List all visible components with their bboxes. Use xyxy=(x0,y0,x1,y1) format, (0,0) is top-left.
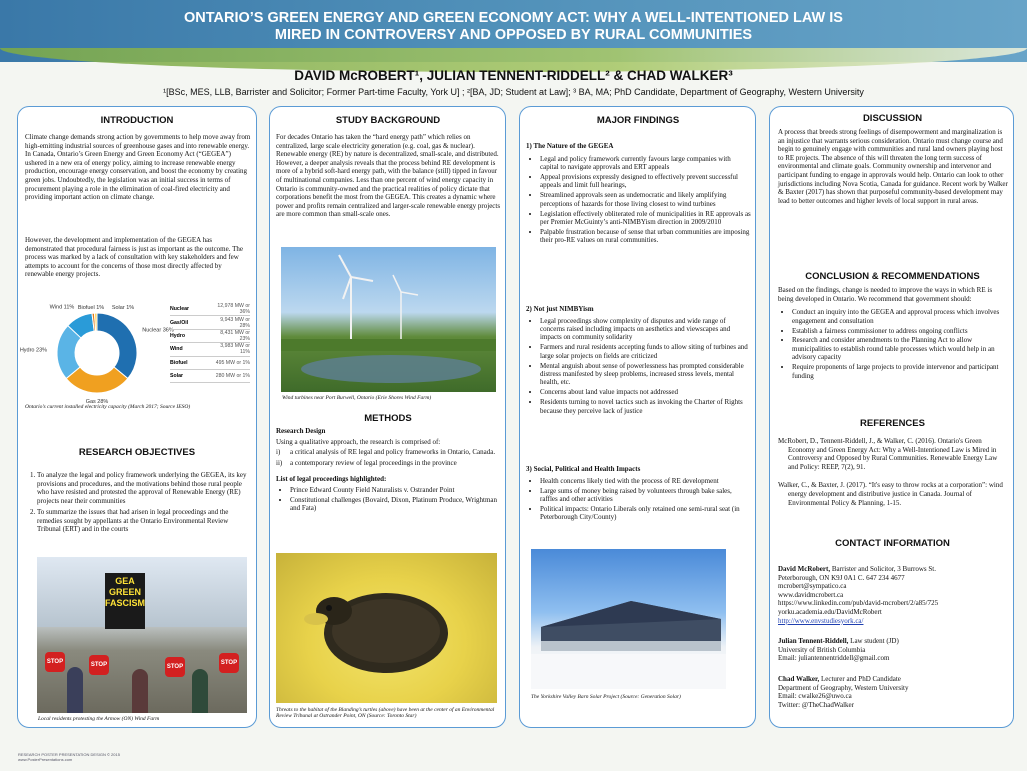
finding-item: • Political impacts: Ontario Liberals only retained one semi-rural seat (in Peterborough City/County) xyxy=(540,505,751,522)
stop-sign: STOP xyxy=(219,653,239,673)
methods-intro: Using a qualitative approach, the research is comprised of: xyxy=(276,437,441,446)
slice-label: Gas 28% xyxy=(85,399,109,405)
contact-email[interactable]: Email: juliantennentriddell@gmail.com xyxy=(778,654,890,663)
finding-item: • Legislation effectively obliterated role of municipalities in RE approvals as per Premier McGuinty’s anti-NIMBYism direction in 2009/2010 xyxy=(540,210,751,227)
finding-item: • Residents turning to novel tactics such as invoking the Charter of Rights because they perceive lack of justice xyxy=(540,398,751,415)
findings-section-2-list xyxy=(526,317,751,415)
stop-sign: STOP xyxy=(45,652,65,672)
objectives-heading: RESEARCH OBJECTIVES xyxy=(78,447,196,458)
solar-photo-caption: The Yorkshire Valley Barn Solar Project (Source: Generation Solar) xyxy=(531,694,681,700)
protest-sign: GEA GREEN FASCISM xyxy=(105,573,145,629)
contact-line: Barrister and Solicitor, 3 Burrows St. xyxy=(830,565,936,573)
chart-legend-table xyxy=(170,303,250,383)
slice-label: Solar 1% xyxy=(111,305,135,311)
proceedings-list xyxy=(276,486,502,513)
conclusion-intro: Based on the findings, change is needed to improve the ways in which RE is being developed in Ontario. We recommend that government should: xyxy=(778,286,993,303)
column-major-findings xyxy=(519,106,756,728)
legend-row xyxy=(170,330,250,343)
turtle-photo xyxy=(276,553,497,703)
capacity-chart xyxy=(19,297,250,405)
legend-value: 8,431 MW or 23% xyxy=(220,329,250,342)
slice-label: Hydro 23% xyxy=(19,347,48,354)
column-study-background xyxy=(269,106,506,728)
conclusion-heading: CONCLUSION & RECOMMENDATIONS xyxy=(805,271,980,282)
contact-line: Lecturer and PhD Candidate xyxy=(819,674,901,683)
finding-item: • Streamlined approvals seen as undemocratic and likely amplifying perceptions of hazards for those living closest to wind turbines xyxy=(540,191,751,208)
legend-row xyxy=(170,343,250,356)
title-line-1: ONTARIO’S GREEN ENERGY AND GREEN ECONOMY ACT: WHY A WELL-INTENTIONED LAW IS xyxy=(184,10,843,26)
footer-credit xyxy=(18,752,120,762)
solar-barn-photo xyxy=(531,549,726,689)
legend-value: 495 MW or 1% xyxy=(215,359,250,366)
objectives-list xyxy=(21,471,249,534)
wind-turbines-photo xyxy=(281,247,496,392)
legend-value: 280 MW or 1% xyxy=(215,373,250,380)
chart-caption: Ontario’s current installed electricity capacity (March 2017; Source IESO) xyxy=(25,404,191,410)
step-text: a critical analysis of RE legal and policy frameworks in Ontario, Canada. xyxy=(290,448,496,457)
proceedings-heading: List of legal proceedings highlighted: xyxy=(276,475,387,484)
legend-label: Hydro xyxy=(170,332,185,339)
footer-line-1: RESEARCH POSTER PRESENTATION DESIGN © 2015 xyxy=(18,752,120,757)
intro-paragraph-2: However, the development and implementation of the GEGEA has demonstrated that procedural fairness is just as important as the outcome. The process was marked by a lack of consultation with key stakeholders and few attempts to account for the concerns of those most directly affected by renewable energy projects. xyxy=(25,236,243,279)
contact-link[interactable]: http://www.envstudiesyork.ca/ xyxy=(778,616,864,625)
turtle-photo-caption: Threats to the habitat of the Blanding’s turtles (above) have been at the center of an Environmental Review Tribunal at Ostrander Point, ON (Source: Toronto Star) xyxy=(276,707,495,719)
objective-item: 2. To summarize the issues that had arisen in legal proceedings and the remedies sought by appellants at the Ontario Environmental Review Tribunal (ERT) and in the courts xyxy=(37,508,249,534)
finding-item: • Mental anguish about sense of powerlessness has prompted considerable distress manifested by sleep problems, increased stress levels, mental health, etc. xyxy=(540,362,751,387)
contact-block xyxy=(778,565,1010,709)
turbine-illustration xyxy=(281,247,496,392)
stop-sign: STOP xyxy=(89,655,109,675)
proceeding-item: • Constitutional challenges (Bovaird, Dixon, Platinum Produce, Wrightman and Fata) xyxy=(290,496,502,513)
discussion-paragraph: A process that breeds strong feelings of disempowerment and marginalization is an injustice that warrants serious consideration. Ontario must change course and begin to genuinely engage with communities and rural land owners playing host to RE projects. The absence of this will threaten the long term success of environmental and climate goals. Community ownership and intervenor and participant funding to engage in approvals would help. Ontario can look to other jurisdictions including Nova Scotia, Canada for guidance. Recent work by Walker & Baxter (2017) has shown that purposeful community-based development may lead to better outcomes and higher levels of local support in rural areas. xyxy=(778,128,1008,205)
finding-item: • Palpable frustration because of sense that urban communities are imposing their pro-RE values on rural communities. xyxy=(540,228,751,245)
contact-line: Law student (JD) xyxy=(848,637,899,646)
barn-illustration xyxy=(531,549,726,689)
methods-subheading: Research Design xyxy=(276,427,326,435)
step-marker: i) xyxy=(276,448,281,457)
legend-row xyxy=(170,370,250,383)
recommendation-item: • Research and consider amendments to the Planning Act to allow municipalities to establish round table processes which would help in an advisory capacity xyxy=(792,336,1008,361)
recommendation-item: • Require proponents of large projects to provide intervenor and participant funding xyxy=(792,363,1008,380)
methods-step xyxy=(276,459,502,468)
findings-section-1-list xyxy=(526,155,751,245)
references-heading: REFERENCES xyxy=(860,418,925,429)
objective-item: 1. To analyze the legal and policy framework underlying the GEGEA, its key provisions and procedures, and the motivations behind those rural people who have resisted and protested the approval of Renewable Energy (RE) projects near their communities xyxy=(37,471,249,505)
findings-heading: MAJOR FINDINGS xyxy=(596,115,680,126)
contact-email[interactable]: Email: cwalke26@uwo.ca xyxy=(778,692,852,701)
legend-value: 3,983 MW or 11% xyxy=(220,343,250,356)
finding-item: • Health concerns likely tied with the process of RE development xyxy=(540,477,751,485)
finding-item: • Concerns about land value impacts not addressed xyxy=(540,388,751,396)
legend-label: Solar xyxy=(170,373,183,380)
wind-photo-caption: Wind turbines near Port Burwell, Ontario (Erie Shores Wind Farm) xyxy=(282,395,432,401)
footer-line-2: www.PosterPresentations.com xyxy=(18,757,73,762)
contact-twitter[interactable]: Twitter: @TheChadWalker xyxy=(778,700,854,709)
reference-2: Walker, C., & Baxter, J. (2017). “It's easy to throw rocks at a corporation”: wind energy development and distributive justice in Canada. Journal of Environmental Policy & Planning, 1-15. xyxy=(778,481,1003,507)
slice-label: Wind 11% xyxy=(49,304,75,311)
contact-email[interactable]: mcrobert@sympatico.ca xyxy=(778,582,847,591)
legend-label: Nuclear xyxy=(170,306,190,313)
step-text: a contemporary review of legal proceedings in the province xyxy=(290,458,457,467)
legend-row xyxy=(170,303,250,316)
contact-line: Peterborough, ON K9J 0A1 C. 647 234 4677 xyxy=(778,573,905,582)
protest-photo-caption: Local residents protesting the Armow (ON) Wind Farm xyxy=(38,716,160,722)
turtle-illustration xyxy=(276,553,497,703)
legend-row xyxy=(170,316,250,329)
donut-chart xyxy=(19,297,174,405)
legend-label: Biofuel xyxy=(170,359,188,366)
study-paragraph: For decades Ontario has taken the “hard energy path” which relies on centralized, large scale electricity generation (e.g. coal, gas & nuclear). Renewable energy (RE) by nature is decentralized, small-scale, and distributed. However, a deeper analysis reveals that the process behind RE development is more of a hybrid soft-hard energy path, with the balance (still) tipped in favour of multinational companies. Less than one percent of wind energy capacity in Ontario is community-owned and the practical realities of policy dictate that corporations benefit the most from the GEGEA. This creates a dynamic where power and profits remain centralized and larger-scale renewable energy projects are more common than small-scale ones. xyxy=(276,133,501,219)
recommendation-item: • Establish a fairness commissioner to address ongoing conflicts xyxy=(792,327,1008,335)
stop-sign: STOP xyxy=(165,657,185,677)
column-discussion xyxy=(769,106,1014,728)
reference-1: McRobert, D., Tennent-Riddell, J., & Walker, C. (2016). Ontario's Green Economy and Green Energy Act: Why a Well-Intentioned Law is Mired in Controversy and Opposed by Rural Communities. Renewable Energy Law and Policy: REEP, 7(2), 91. xyxy=(778,437,998,471)
title-line-2: MIRED IN CONTROVERSY AND OPPOSED BY RURAL COMMUNITIES xyxy=(274,27,753,43)
poster-title xyxy=(60,10,967,44)
contact-name: Chad Walker, xyxy=(778,674,820,683)
pie-slice-nuclear xyxy=(97,313,137,378)
intro-paragraph-1: Climate change demands strong action by governments to help move away from high-emitting industrial sources of greenhouse gases and into renewable energy. In Canada, Ontario’s Green Energy and Green Economy Act (“GEGEA”) ushered in a new era of energy policy, aiming to increase renewable energy production, encourage energy conservation, and boost the economy by creating green jobs. Undoubtedly, the legislation was an initial success in terms of procurement playing a role in the elimination of coal-fired electricity and providing important action on climate change. xyxy=(25,133,251,202)
legend-value: 9,943 MW or 28% xyxy=(220,316,250,329)
discussion-heading: DISCUSSION xyxy=(862,113,923,124)
finding-item: • Legal proceedings show complexity of disputes and wide range of concerns raised including impacts on aesthetics and viewscapes and impacts on community solidarity xyxy=(540,317,751,342)
contact-name: Julian Tennent-Riddell, xyxy=(778,637,849,646)
legend-row xyxy=(170,357,250,370)
legend-label: Gas/Oil xyxy=(170,319,189,326)
contact-heading: CONTACT INFORMATION xyxy=(835,538,950,549)
finding-item: • Large sums of money being raised by volunteers through bake sales, raffles and other activities xyxy=(540,487,751,504)
legend-value: 12,978 MW or 36% xyxy=(217,303,250,316)
recommendations-list xyxy=(778,308,1008,380)
finding-item: • Farmers and rural residents accepting funds to allow siting of turbines and large solar projects on fields are criticized xyxy=(540,343,751,360)
recommendation-item: • Conduct an inquiry into the GEGEA and approval process which involves engagement and consultation xyxy=(792,308,1008,325)
findings-section-3-list xyxy=(526,477,751,522)
contact-academia[interactable]: yorku.academia.edu/DavidMcRobert xyxy=(778,607,882,616)
methods-heading: METHODS xyxy=(364,413,412,424)
findings-section-1-title: 1) The Nature of the GEGEA xyxy=(526,142,614,150)
methods-step xyxy=(276,448,502,457)
contact-line: University of British Columbia xyxy=(778,645,866,654)
finding-item: • Appeal provisions expressly designed to effectively prevent successful appeals and limit full hearings, xyxy=(540,173,751,190)
column-introduction xyxy=(17,106,257,728)
intro-heading: INTRODUCTION xyxy=(100,115,174,126)
contact-line: Department of Geography, Western University xyxy=(778,683,909,692)
authors: DAVID McROBERT¹, JULIAN TENNENT-RIDDELL² & CHAD WALKER³ xyxy=(294,68,733,83)
contact-name: David McRobert, xyxy=(778,565,831,573)
study-heading: STUDY BACKGROUND xyxy=(335,115,441,126)
step-marker: ii) xyxy=(276,458,283,467)
protest-photo xyxy=(37,557,247,713)
findings-section-3-title: 3) Social, Political and Health Impacts xyxy=(526,465,641,473)
affiliations: ¹[BSc, MES, LLB, Barrister and Solicitor; Former Part-time Faculty, York U] ; ²[BA, JD; Student at Law]; ³ BA, MA; PhD Candidate, Department of Geography, Western University xyxy=(163,87,864,97)
proceeding-item: • Prince Edward County Field Naturalists v. Ostrander Point xyxy=(290,486,502,494)
legend-label: Wind xyxy=(170,346,183,353)
slice-label: Nuclear 36% xyxy=(142,327,174,334)
contact-linkedin[interactable]: https://www.linkedin.com/pub/david-mcrobert/2/a85/725 xyxy=(778,599,939,608)
slice-label: Biofuel 1% xyxy=(77,305,105,311)
findings-section-2-title: 2) Not just NIMBYism xyxy=(526,305,594,313)
finding-item: • Legal and policy framework currently favours large companies with capital to navigate approvals and ERT appeals xyxy=(540,155,751,172)
contact-website[interactable]: www.davidmcrobert.ca xyxy=(778,590,844,599)
